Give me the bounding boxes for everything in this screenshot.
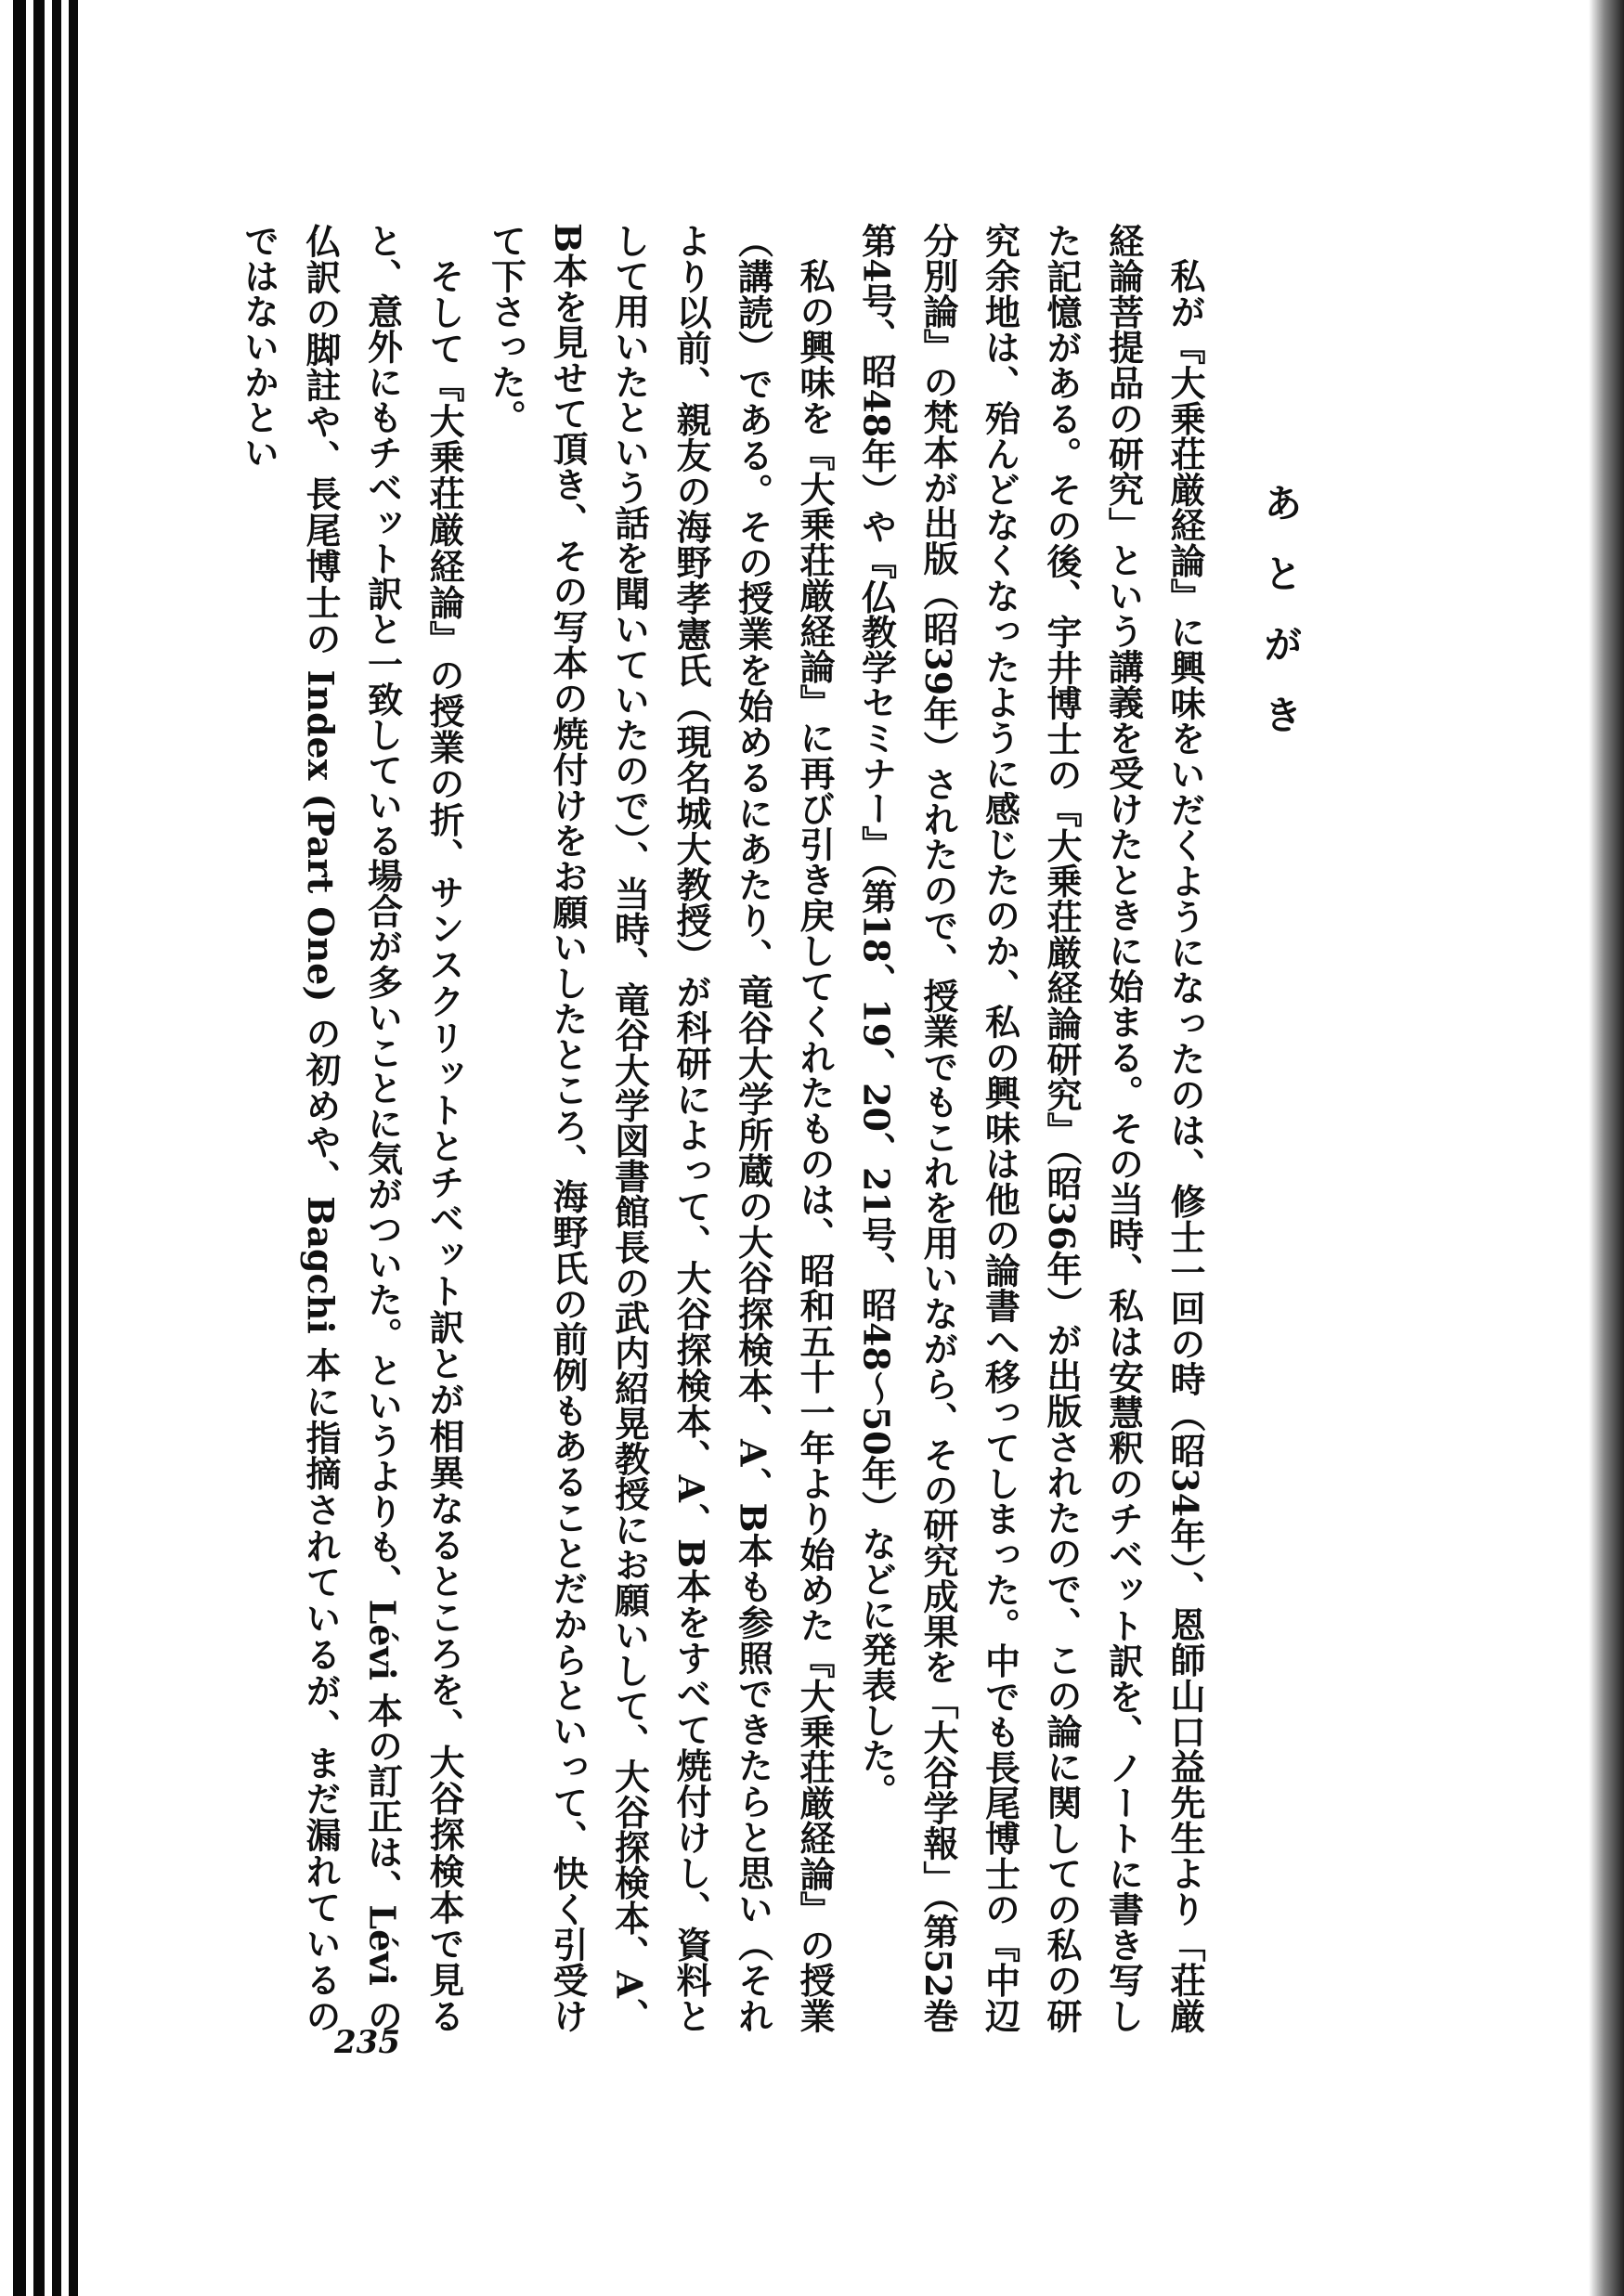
- page-title: あとがき: [1258, 483, 1304, 765]
- binding-edge-bar: [13, 0, 26, 2296]
- binding-edge-bar: [33, 0, 45, 2296]
- binding-edge-bar: [52, 0, 61, 2296]
- paragraph: 私の興味を『大乗荘厳経論』に再び引き戻してくれたものは、昭和五十一年より始めた『大乗荘厳経論』の授業（講読）である。その授業を始めるにあたり、竜谷大学所蔵の大谷探検本、A、B本も参照できたらと思い（それより以前、親友の海野孝憲氏（現名城大教授）が科研によって、大谷探検本、A、B本をすべて焼付けし、資料として用いたという話を聞いていたので）、当時、竜谷大学図書館長の武内紹晃教授にお願いして、大谷探検本、A、B本を見せて頂き、その写本の焼付けをお願いしたところ、海野氏の前例もあることだからといって、快く引受けて下さった。: [485, 223, 836, 2033]
- page-number: 235: [334, 2024, 400, 2061]
- paragraph: 私が『大乗荘厳経論』に興味をいだくようになったのは、修士一回の時（昭34年）、恩師山口益先生より「荘厳経論菩提品の研究」という講義を受けたときに始まる。その当時、私は安慧釈のチベット訳を、ノートに書き写した記憶がある。その後、宇井博士の『大乗荘厳経論研究』（昭36年）が出版されたので、この論に関しての私の研究余地は、殆んどなくなったように感じたのか、私の興味は他の論書へ移ってしまった。中でも長尾博士の『中辺分別論』の梵本が出版（昭39年）されたので、授業でもこれを用いながら、その研究成果を「大谷学報」（第52巻第4号、昭48年）や『仏教学セミナー』（第18、19、20、21号、昭48〜50年）などに発表した。: [855, 223, 1206, 2033]
- paragraph: そして『大乗荘厳経論』の授業の折、サンスクリットとチベット訳とが相異なるところを、大谷探検本で見ると、意外にもチベット訳と一致している場合が多いことに気がついた。というよりも、Lévi 本の訂正は、Lévi の仏訳の脚註や、長尾博士の Index (Part One) の初めや、Bagchi 本に指摘されているが、まだ漏れているのではないかとい: [238, 223, 465, 2033]
- binding-edge-bar: [69, 0, 78, 2296]
- scan-edge-shadow: [1589, 0, 1624, 2296]
- afterword-body: [238, 223, 1215, 2033]
